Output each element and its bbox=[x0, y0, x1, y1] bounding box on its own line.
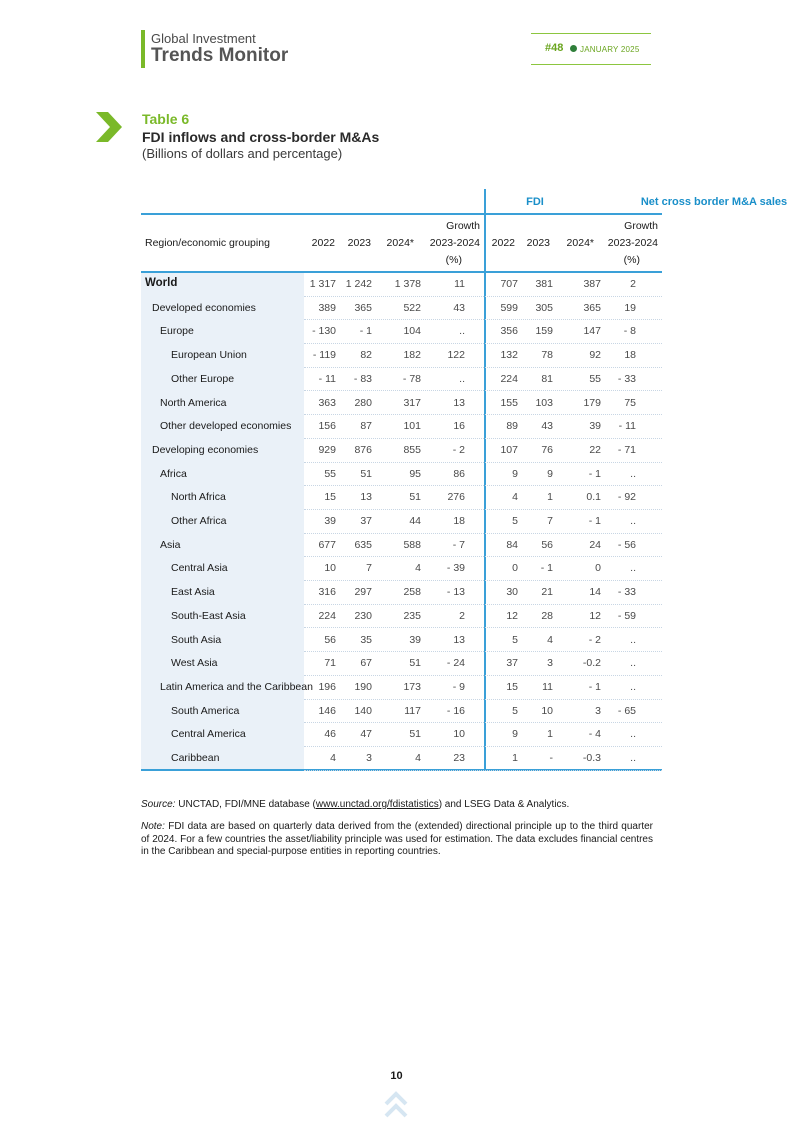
cell-ma-growth: - 33 bbox=[617, 586, 636, 599]
row-label: Caribbean bbox=[171, 752, 220, 764]
row-label: Developing economies bbox=[152, 443, 259, 456]
cell-ma-growth: 18 bbox=[624, 349, 636, 362]
cell-fdi-2022: 224 bbox=[318, 609, 336, 622]
cell-ma-growth: .. bbox=[630, 562, 636, 575]
cell-ma-growth: - 71 bbox=[617, 443, 636, 456]
cell-fdi-2022: 929 bbox=[318, 443, 336, 456]
cell-ma-2023: 11 bbox=[542, 680, 553, 693]
cell-ma-growth: .. bbox=[630, 467, 636, 480]
cell-ma-2024: 3 bbox=[595, 704, 601, 717]
footnote bbox=[141, 821, 653, 859]
cell-ma-2024: -0.2 bbox=[582, 657, 601, 670]
row-label: World bbox=[145, 277, 178, 289]
cell-ma-2024: 147 bbox=[583, 325, 601, 338]
row-label: South Asia bbox=[171, 633, 222, 646]
cell-fdi-2024: 51 bbox=[409, 657, 421, 670]
table-row bbox=[141, 605, 662, 629]
cell-fdi-2024: 317 bbox=[403, 396, 421, 409]
cell-fdi-growth: .. bbox=[459, 372, 465, 385]
table-row bbox=[141, 747, 662, 771]
ma-growth-line2: 2023-2024 bbox=[607, 237, 658, 249]
row-label: Asia bbox=[160, 538, 181, 551]
row-label: Central Asia bbox=[171, 562, 228, 575]
cell-fdi-2023: 190 bbox=[354, 680, 372, 693]
cell-ma-2024: - 4 bbox=[588, 728, 601, 741]
cell-ma-2023: 56 bbox=[541, 538, 553, 551]
source-label: Source: bbox=[141, 799, 176, 810]
cell-ma-2023: 3 bbox=[547, 657, 553, 670]
cell-fdi-2023: 876 bbox=[354, 443, 372, 456]
cell-ma-2023: - 1 bbox=[540, 562, 553, 575]
cell-fdi-2023: 3 bbox=[366, 752, 372, 764]
cell-fdi-2023: 37 bbox=[360, 515, 372, 527]
cell-ma-2022: 356 bbox=[500, 325, 518, 338]
cell-ma-2024: 12 bbox=[589, 609, 601, 622]
fdi-group-header: FDI bbox=[526, 196, 544, 208]
cell-ma-2022: 132 bbox=[500, 349, 518, 362]
cell-fdi-2022: 71 bbox=[324, 657, 336, 670]
cell-fdi-growth: - 7 bbox=[452, 538, 465, 551]
note-text: FDI data are based on quarterly data derived from the (extended) directional principle up to the third quarter of 2024. For a few countries the asset/liability principle was used for estimation. The data excludes financial centres in the Caribbean and special-purpose entities in reporting countries. bbox=[141, 821, 653, 858]
cell-fdi-growth: 11 bbox=[454, 278, 465, 290]
fdi-table bbox=[141, 189, 788, 770]
chevron-right-icon bbox=[96, 112, 122, 142]
table-row bbox=[141, 273, 662, 297]
cell-fdi-2022: 15 bbox=[324, 491, 336, 504]
row-label: Africa bbox=[160, 467, 187, 480]
ma-growth-line3: (%) bbox=[623, 254, 640, 266]
cell-fdi-2024: 117 bbox=[404, 704, 421, 717]
row-label: Other Africa bbox=[171, 515, 227, 527]
cell-fdi-2023: 67 bbox=[360, 657, 372, 670]
row-label: East Asia bbox=[171, 586, 215, 599]
col-header-ma-2024: 2024* bbox=[566, 237, 594, 249]
cell-ma-growth: - 56 bbox=[617, 538, 636, 551]
cell-ma-growth: 2 bbox=[630, 278, 636, 290]
cell-ma-2022: 9 bbox=[512, 728, 518, 741]
cell-fdi-2024: 855 bbox=[403, 443, 421, 456]
cell-ma-2024: 14 bbox=[589, 586, 601, 599]
col-header-2024: 2024* bbox=[386, 237, 414, 249]
cell-fdi-2023: 35 bbox=[360, 633, 372, 646]
cell-ma-2022: 0 bbox=[512, 562, 518, 575]
publication-name: Global Investment bbox=[151, 31, 256, 46]
issue-badge bbox=[531, 33, 651, 65]
table-row bbox=[141, 676, 662, 700]
table-row bbox=[141, 510, 662, 534]
cell-fdi-2023: 280 bbox=[354, 396, 372, 409]
cell-fdi-2023: 7 bbox=[366, 562, 372, 575]
cell-fdi-2023: 230 bbox=[354, 609, 372, 622]
cell-fdi-2023: 635 bbox=[354, 538, 372, 551]
cell-ma-2024: 387 bbox=[583, 278, 601, 290]
table-label: Table 6 bbox=[142, 111, 190, 127]
cell-ma-2024: 179 bbox=[583, 396, 601, 409]
cell-fdi-2022: 4 bbox=[330, 752, 336, 764]
cell-fdi-2024: 95 bbox=[409, 467, 421, 480]
cell-fdi-2023: 140 bbox=[354, 704, 372, 717]
cell-fdi-growth: - 24 bbox=[446, 657, 465, 670]
source-text-end: ) and LSEG Data & Analytics. bbox=[438, 799, 570, 810]
cell-fdi-2024: 1 378 bbox=[394, 278, 421, 290]
cell-fdi-2024: 588 bbox=[403, 538, 421, 551]
cell-fdi-2024: 4 bbox=[415, 562, 421, 575]
source-text: UNCTAD, FDI/MNE database ( bbox=[175, 799, 316, 810]
issue-number: #48 bbox=[545, 42, 564, 54]
ma-growth-line1: Growth bbox=[624, 220, 658, 232]
cell-fdi-growth: 86 bbox=[453, 467, 465, 480]
cell-ma-growth: .. bbox=[630, 633, 636, 646]
cell-ma-2022: 4 bbox=[512, 491, 518, 504]
row-divider bbox=[304, 770, 662, 771]
cell-fdi-growth: 23 bbox=[453, 752, 465, 764]
cell-ma-2024: 55 bbox=[589, 372, 601, 385]
cell-ma-2023: 159 bbox=[535, 325, 553, 338]
cell-ma-growth: - 8 bbox=[623, 325, 636, 338]
cell-ma-growth: 75 bbox=[624, 396, 636, 409]
table-subtitle: (Billions of dollars and percentage) bbox=[142, 146, 343, 161]
cell-ma-2023: 10 bbox=[541, 704, 553, 717]
cell-ma-2024: 39 bbox=[589, 420, 601, 433]
growth-line1: Growth bbox=[446, 220, 480, 232]
cell-fdi-growth: 43 bbox=[453, 301, 465, 314]
col-header-2022: 2022 bbox=[311, 237, 335, 249]
col-header-ma-2022: 2022 bbox=[491, 237, 515, 249]
cell-fdi-2023: 82 bbox=[360, 349, 372, 362]
cell-fdi-2024: 44 bbox=[409, 515, 421, 527]
cell-fdi-2023: 1 242 bbox=[345, 278, 372, 290]
col-header-growth bbox=[424, 218, 480, 269]
row-label: South America bbox=[171, 704, 240, 717]
cell-ma-growth: - 92 bbox=[617, 491, 636, 504]
cell-ma-2024: 24 bbox=[589, 538, 601, 551]
cell-fdi-2024: 173 bbox=[403, 680, 421, 693]
cell-fdi-2022: 56 bbox=[324, 633, 336, 646]
cell-fdi-2024: 104 bbox=[403, 325, 421, 338]
table-row bbox=[141, 439, 662, 463]
header-accent-bar bbox=[141, 30, 145, 68]
cell-ma-2022: 12 bbox=[506, 609, 518, 622]
cell-fdi-2024: 101 bbox=[403, 420, 421, 433]
cell-fdi-2023: 13 bbox=[360, 491, 372, 504]
source-link[interactable]: www.unctad.org/fdistatistics bbox=[315, 799, 439, 810]
cell-ma-2024: 0 bbox=[595, 562, 601, 575]
cell-fdi-growth: - 16 bbox=[446, 704, 465, 717]
cell-ma-2023: 1 bbox=[547, 728, 553, 741]
table-row bbox=[141, 344, 662, 368]
note-label: Note: bbox=[141, 821, 165, 832]
col-header-ma-growth bbox=[602, 218, 658, 269]
cell-ma-2023: 78 bbox=[541, 349, 553, 362]
cell-ma-2024: - 1 bbox=[588, 680, 601, 693]
row-label: Central America bbox=[171, 728, 246, 741]
cell-fdi-2022: 389 bbox=[318, 301, 336, 314]
cell-ma-2024: - 1 bbox=[588, 467, 601, 480]
cell-fdi-growth: 122 bbox=[447, 349, 465, 362]
cell-ma-2022: 5 bbox=[512, 633, 518, 646]
source-note bbox=[141, 799, 653, 810]
row-label: West Asia bbox=[171, 657, 218, 670]
row-label: European Union bbox=[171, 349, 247, 362]
cell-ma-2022: 84 bbox=[506, 538, 518, 551]
cell-fdi-2024: 51 bbox=[409, 491, 421, 504]
cell-fdi-2024: 39 bbox=[409, 633, 421, 646]
cell-ma-growth: - 33 bbox=[617, 372, 636, 385]
cell-ma-2022: 1 bbox=[512, 752, 518, 764]
cell-ma-2023: 76 bbox=[541, 443, 553, 456]
cell-ma-2022: 155 bbox=[500, 396, 518, 409]
cell-ma-2022: 224 bbox=[500, 372, 518, 385]
cell-ma-growth: .. bbox=[630, 515, 636, 527]
cell-fdi-2022: 196 bbox=[318, 680, 336, 693]
col-header-ma-2023: 2023 bbox=[526, 237, 550, 249]
cell-ma-2024: 365 bbox=[583, 301, 601, 314]
cell-fdi-growth: - 2 bbox=[452, 443, 465, 456]
cell-fdi-growth: 13 bbox=[453, 633, 465, 646]
cell-fdi-2022: 10 bbox=[324, 562, 336, 575]
cell-fdi-growth: 276 bbox=[447, 491, 465, 504]
cell-fdi-growth: .. bbox=[459, 325, 465, 338]
cell-fdi-2023: 87 bbox=[360, 420, 372, 433]
col-header-2023: 2023 bbox=[347, 237, 371, 249]
cell-fdi-2024: 258 bbox=[403, 586, 421, 599]
cell-ma-2024: - 2 bbox=[588, 633, 601, 646]
cell-fdi-2022: - 119 bbox=[312, 349, 336, 362]
table-row bbox=[141, 557, 662, 581]
chevron-up-icon[interactable] bbox=[384, 1090, 408, 1120]
cell-fdi-2022: 1 317 bbox=[309, 278, 336, 290]
cell-fdi-2023: 51 bbox=[360, 467, 372, 480]
cell-ma-2023: 4 bbox=[547, 633, 553, 646]
cell-fdi-2022: 46 bbox=[324, 728, 336, 741]
cell-fdi-growth: - 9 bbox=[452, 680, 465, 693]
cell-fdi-2022: 677 bbox=[318, 538, 336, 551]
cell-fdi-2022: - 11 bbox=[318, 372, 336, 385]
cell-fdi-2022: 316 bbox=[318, 586, 336, 599]
dot-icon bbox=[570, 45, 577, 52]
row-label: Other Europe bbox=[171, 372, 235, 385]
cell-fdi-growth: 13 bbox=[453, 396, 465, 409]
cell-ma-growth: - 65 bbox=[617, 704, 636, 717]
region-column-header: Region/economic grouping bbox=[145, 237, 270, 249]
cell-ma-2023: 103 bbox=[535, 396, 553, 409]
table-row bbox=[141, 463, 662, 487]
cell-fdi-growth: 10 bbox=[453, 728, 465, 741]
table-title: FDI inflows and cross-border M&As bbox=[142, 129, 380, 145]
cell-ma-2022: 5 bbox=[512, 515, 518, 527]
cell-fdi-growth: 2 bbox=[459, 609, 465, 622]
cell-ma-2022: 107 bbox=[500, 443, 518, 456]
publication-title: Trends Monitor bbox=[151, 45, 289, 66]
cell-ma-2024: 0.1 bbox=[586, 491, 601, 504]
cell-ma-2023: 1 bbox=[547, 491, 553, 504]
table-row bbox=[141, 700, 662, 724]
row-label: Europe bbox=[160, 325, 194, 338]
cell-fdi-2024: 4 bbox=[415, 752, 421, 764]
cell-ma-2022: 15 bbox=[506, 680, 518, 693]
cell-fdi-growth: 18 bbox=[453, 515, 465, 527]
growth-line3: (%) bbox=[445, 254, 462, 266]
table-row bbox=[141, 368, 662, 392]
row-label: North America bbox=[160, 396, 227, 409]
row-label: Developed economies bbox=[152, 301, 256, 314]
row-label: Other developed economies bbox=[160, 420, 292, 433]
cell-ma-2023: - bbox=[549, 752, 553, 764]
table-row bbox=[141, 581, 662, 605]
row-label: South-East Asia bbox=[171, 609, 246, 622]
cell-ma-2022: 707 bbox=[500, 278, 518, 290]
cell-ma-2023: 43 bbox=[541, 420, 553, 433]
table-row bbox=[141, 629, 662, 653]
cell-ma-2022: 30 bbox=[506, 586, 518, 599]
cell-fdi-2024: 235 bbox=[403, 609, 421, 622]
cell-ma-2022: 9 bbox=[512, 467, 518, 480]
cell-fdi-2022: 39 bbox=[324, 515, 336, 527]
cell-ma-growth: .. bbox=[630, 752, 636, 764]
ma-group-header: Net cross border M&A sales bbox=[640, 196, 788, 208]
cell-ma-2023: 81 bbox=[541, 372, 553, 385]
cell-ma-2023: 28 bbox=[541, 609, 553, 622]
cell-ma-growth: .. bbox=[630, 657, 636, 670]
issue-date: JANUARY 2025 bbox=[580, 45, 640, 54]
cell-ma-2023: 9 bbox=[547, 467, 553, 480]
cell-fdi-2023: 297 bbox=[354, 586, 372, 599]
table-row bbox=[141, 415, 662, 439]
table-row bbox=[141, 320, 662, 344]
cell-ma-2023: 381 bbox=[535, 278, 553, 290]
cell-ma-2024: 92 bbox=[589, 349, 601, 362]
cell-fdi-2022: 55 bbox=[324, 467, 336, 480]
cell-fdi-2024: 182 bbox=[403, 349, 421, 362]
cell-fdi-growth: - 13 bbox=[446, 586, 465, 599]
cell-fdi-2022: 146 bbox=[318, 704, 336, 717]
table-top-rule bbox=[141, 213, 662, 215]
table-row bbox=[141, 652, 662, 676]
cell-fdi-2022: - 130 bbox=[312, 325, 336, 338]
cell-fdi-2022: 156 bbox=[318, 420, 336, 433]
row-label: North Africa bbox=[171, 491, 226, 504]
cell-ma-2022: 599 bbox=[500, 301, 518, 314]
cell-ma-growth: - 59 bbox=[617, 609, 636, 622]
table-row bbox=[141, 486, 662, 510]
cell-ma-2023: 305 bbox=[535, 301, 553, 314]
cell-fdi-2023: - 83 bbox=[353, 372, 372, 385]
cell-ma-2023: 21 bbox=[541, 586, 553, 599]
cell-fdi-2024: 51 bbox=[409, 728, 421, 741]
table-row bbox=[141, 723, 662, 747]
cell-fdi-2024: 522 bbox=[403, 301, 421, 314]
cell-ma-2024: - 1 bbox=[588, 515, 601, 527]
cell-ma-growth: - 11 bbox=[618, 420, 636, 433]
cell-fdi-2023: - 1 bbox=[359, 325, 372, 338]
cell-ma-2024: -0.3 bbox=[582, 752, 601, 764]
table-row bbox=[141, 297, 662, 321]
cell-fdi-growth: - 39 bbox=[446, 562, 465, 575]
cell-ma-2022: 37 bbox=[506, 657, 518, 670]
cell-fdi-2022: 363 bbox=[318, 396, 336, 409]
cell-fdi-2024: - 78 bbox=[402, 372, 421, 385]
cell-ma-growth: .. bbox=[630, 728, 636, 741]
cell-ma-2022: 89 bbox=[506, 420, 518, 433]
row-label: Latin America and the Caribbean bbox=[160, 680, 313, 693]
cell-fdi-2023: 47 bbox=[360, 728, 372, 741]
table-row bbox=[141, 392, 662, 416]
cell-ma-growth: .. bbox=[630, 680, 636, 693]
cell-fdi-2023: 365 bbox=[354, 301, 372, 314]
cell-fdi-growth: 16 bbox=[453, 420, 465, 433]
cell-ma-growth: 19 bbox=[624, 301, 636, 314]
cell-ma-2022: 5 bbox=[512, 704, 518, 717]
cell-ma-2023: 7 bbox=[547, 515, 553, 527]
cell-ma-2024: 22 bbox=[589, 443, 601, 456]
page-number: 10 bbox=[390, 1070, 403, 1082]
growth-line2: 2023-2024 bbox=[429, 237, 480, 249]
table-row bbox=[141, 534, 662, 558]
